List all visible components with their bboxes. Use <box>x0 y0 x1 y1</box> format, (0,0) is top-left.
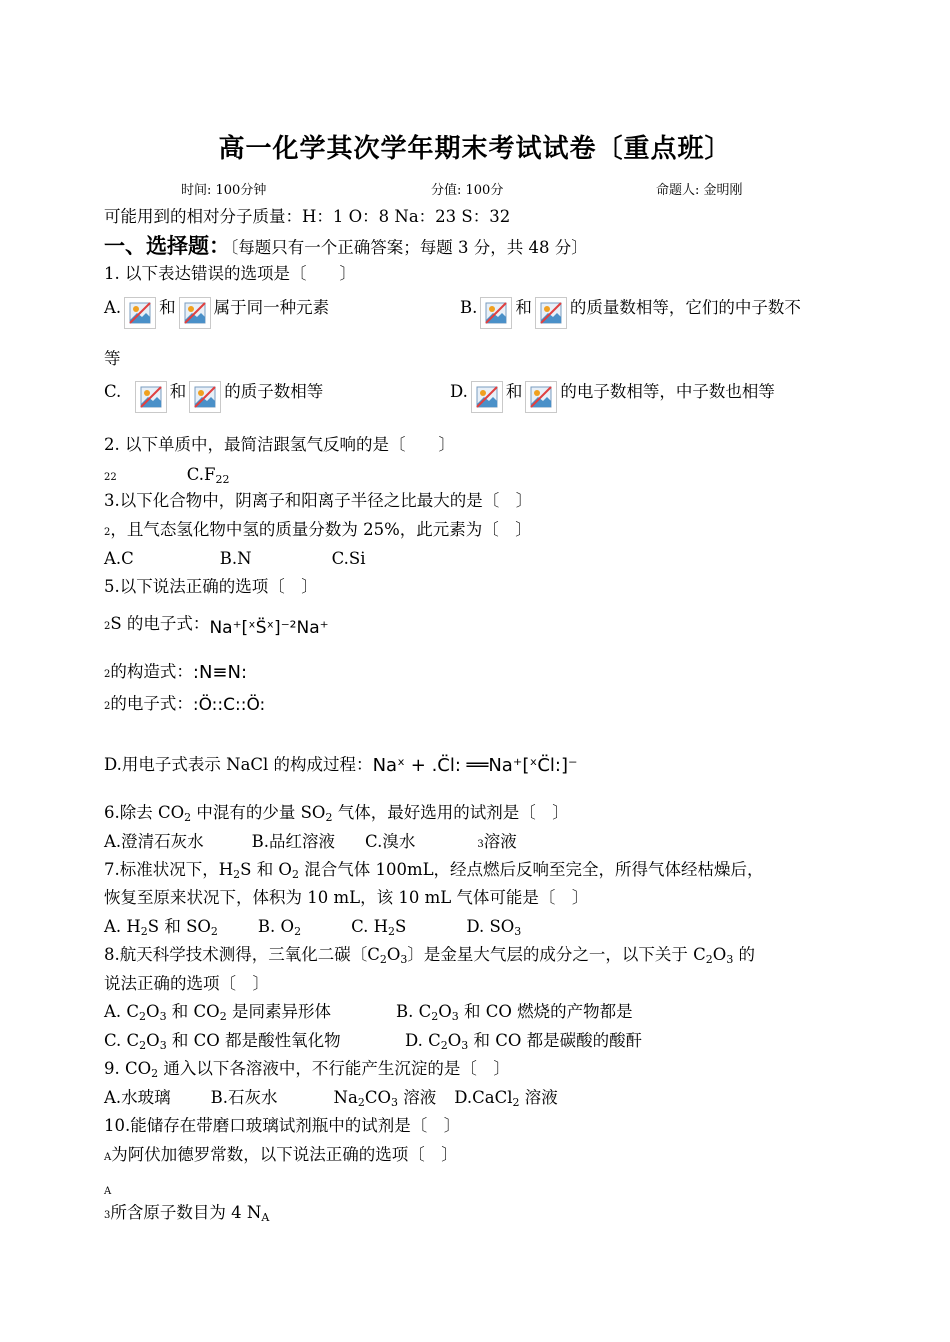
q1-option-d <box>450 381 775 413</box>
q5-option-d <box>104 743 578 776</box>
q11-b-sub: 3 <box>104 1210 111 1221</box>
q7-a2: S 和 SO <box>147 917 211 936</box>
q9-c3: 溶液 <box>397 1088 437 1107</box>
q8-line2: 说法正确的选项〔 〕 <box>104 974 269 993</box>
q8-sub: 2 <box>705 953 713 966</box>
q11-sub: A <box>104 1152 112 1163</box>
q1-a-text: 属于同一种元素 <box>213 298 330 317</box>
q5-b-sub: 2 <box>104 669 111 680</box>
q6-stem-a: 6.除去 CO <box>104 803 185 822</box>
q5-option-b <box>104 658 247 685</box>
q9-sub: 2 <box>151 1067 159 1080</box>
q1-d-and: 和 <box>505 382 523 401</box>
q6-option-c: C.溴水 <box>365 832 416 851</box>
q9-d2: 溶液 <box>519 1088 558 1107</box>
q6-options <box>104 832 517 855</box>
nacl-formation-formula: Naˣ + .C̈l: ══Na⁺[ˣC̈l:]⁻ <box>372 754 578 776</box>
q7-l1a: 7.标准状况下，H <box>104 860 234 879</box>
q11-option-b <box>104 1203 269 1226</box>
q6-stem-b: 中混有的少量 SO <box>191 803 326 822</box>
q1-b-continued: 等 <box>104 349 121 368</box>
q7-l1b: S 和 O <box>240 860 292 879</box>
q9-d1: D.CaCl <box>454 1088 513 1107</box>
q1-a-and: 和 <box>159 298 176 317</box>
section-note: 〔每题只有一个正确答案；每题 3 分，共 48 分〕 <box>230 238 588 257</box>
q1-d-label: D. <box>450 382 468 401</box>
q7-sub: 2 <box>210 925 218 938</box>
q4-text: ，且气态氢化物中氢的质量分数为 25%，此元素为〔 〕 <box>110 520 532 539</box>
q9-options <box>104 1088 558 1108</box>
n2-structure-formula: :N≡N: <box>192 661 248 683</box>
q1-b-label: B. <box>460 298 478 317</box>
section-heading-row <box>104 236 588 258</box>
q5-a-text: S 的电子式： <box>110 614 210 633</box>
q11-b-text: 所含原子数目为 4 N <box>110 1203 262 1222</box>
q1-a-label: A. <box>104 298 122 317</box>
broken-image-icon <box>480 297 512 329</box>
q8-b3: 和 CO 燃烧的产物都是 <box>458 1002 633 1021</box>
q8-line1 <box>104 945 755 965</box>
q7-l1c: 混合气体 100mL，经点燃后反响至完全，所得气体经枯燥后， <box>298 860 764 879</box>
exam-score: 分值: 100分 <box>431 183 504 198</box>
q1-option-c <box>104 381 323 413</box>
q7-a1: A. H <box>104 917 141 936</box>
section-heading: 一、选择题： <box>104 234 230 258</box>
q9-stem-a: 9. CO <box>104 1059 152 1078</box>
q5-c-text: 的电子式： <box>110 694 193 713</box>
q7-sub: 2 <box>233 868 241 881</box>
q9-option-b: B.石灰水 <box>210 1088 278 1107</box>
q5-a-sub: 2 <box>104 621 111 632</box>
q8-sub: 2 <box>440 1039 448 1052</box>
q7-line1 <box>104 860 764 880</box>
q4-sub: 2 <box>104 527 111 538</box>
broken-image-icon <box>179 297 211 329</box>
q5-c-sub: 2 <box>104 701 111 712</box>
q8-sub: 2 <box>139 1039 147 1052</box>
q5-b-text: 的构造式： <box>110 662 193 681</box>
q5-option-a <box>104 606 329 638</box>
q7-sub: 2 <box>294 925 302 938</box>
q6-option-a: A.澄清石灰水 <box>104 832 204 851</box>
q8-sub: 3 <box>400 953 408 966</box>
q10-stem: 10.能储存在带磨口玻璃试剂瓶中的试剂是〔 〕 <box>104 1116 461 1135</box>
q1-b-and: 和 <box>515 298 532 317</box>
q8-l1d: O <box>712 945 727 964</box>
q1-option-b <box>460 297 801 329</box>
q8-d2: O <box>447 1031 462 1050</box>
q1-c-label: C. <box>104 382 122 401</box>
q5-d-text: D.用电子式表示 NaCl 的构成过程： <box>104 755 373 774</box>
q8-l1c: 〕是金星大气层的成分之一，以下关于 C <box>407 945 706 964</box>
q11-stem <box>104 1145 458 1168</box>
q8-c1: C. C <box>104 1031 140 1050</box>
q4-stem <box>104 520 532 543</box>
q8-a1: A. C <box>104 1002 140 1021</box>
q6-sub: 2 <box>184 811 192 824</box>
q8-sub: 2 <box>219 1010 227 1023</box>
q9-stem-b: 通入以下各溶液中，不行能产生沉淀的是〔 〕 <box>158 1059 510 1078</box>
q7-c1: C. H <box>351 917 388 936</box>
q7-sub: 2 <box>388 925 395 938</box>
q8-sub: 3 <box>159 1010 167 1023</box>
q9-c2: CO <box>364 1088 391 1107</box>
q8-sub: 2 <box>139 1010 147 1023</box>
q6-option-b: B.品红溶液 <box>251 832 336 851</box>
q11-option-a: A <box>104 1186 112 1197</box>
q8-c3: 和 CO 都是酸性氧化物 <box>166 1031 341 1050</box>
broken-image-icon <box>135 381 167 413</box>
q7-sub: 2 <box>140 925 148 938</box>
q8-c2: O <box>146 1031 160 1050</box>
q9-stem <box>104 1059 510 1079</box>
page-title: 高一化学其次学年期末考试试卷〔重点班〕 <box>218 134 732 164</box>
q9-sub: 3 <box>390 1096 398 1109</box>
q5-option-c <box>104 690 265 717</box>
q2-options <box>104 465 229 488</box>
q2-sub: 22 <box>104 472 117 483</box>
q8-a4: 是同素异形体 <box>226 1002 331 1021</box>
q8-option-a <box>104 1002 331 1022</box>
q9-sub: 2 <box>357 1096 365 1109</box>
q7-b: B. O <box>257 917 295 936</box>
q8-option-b <box>396 1002 633 1022</box>
q9-option-a: A.水玻璃 <box>104 1088 171 1107</box>
q4-options <box>104 549 365 569</box>
q8-l1e: 的 <box>733 945 756 964</box>
q8-l1a: 8.航天科学技术测得，三氧化二碳〔C <box>104 945 380 964</box>
q9-sub: 2 <box>512 1096 520 1109</box>
q5-stem: 5.以下说法正确的选项〔 〕 <box>104 577 318 596</box>
q8-sub: 2 <box>431 1010 439 1023</box>
q6-option-d: 溶液 <box>483 832 517 851</box>
q6-option-d-sub: 3 <box>477 839 484 850</box>
q11-b-sub2: A <box>261 1211 270 1224</box>
q4-option-c: C.Si <box>331 549 366 568</box>
q2-stem: 2. 以下单质中，最简洁跟氢气反响的是〔 〕 <box>104 435 455 454</box>
q6-stem <box>104 803 569 823</box>
q11-text: 为阿伏加德罗常数，以下说法正确的选项〔 〕 <box>111 1145 458 1164</box>
broken-image-icon <box>525 381 557 413</box>
q9-c1: Na <box>333 1088 358 1107</box>
broken-image-icon <box>189 381 221 413</box>
q8-a3: 和 CO <box>166 1002 220 1021</box>
relative-masses: 可能用到的相对分子质量：H：1 O：8 Na：23 S：32 <box>104 207 511 226</box>
q1-c-text: 的质子数相等 <box>224 382 324 401</box>
broken-image-icon <box>124 297 156 329</box>
q8-option-c <box>104 1031 341 1051</box>
q8-l1b: O <box>386 945 401 964</box>
q1-option-a <box>104 297 329 329</box>
broken-image-icon <box>471 381 503 413</box>
q8-sub: 3 <box>461 1039 469 1052</box>
q7-line2: 恢复至原来状况下，体积为 10 mL，该 10 mL 气体可能是〔 〕 <box>104 888 589 907</box>
q8-sub: 3 <box>451 1010 459 1023</box>
q8-b2: O <box>438 1002 452 1021</box>
q4-option-b: B.N <box>219 549 252 568</box>
q2-option-c-sub: 22 <box>215 473 230 486</box>
q1-c-and: 和 <box>169 382 187 401</box>
q8-d1: D. C <box>405 1031 441 1050</box>
co2-electron-formula: :Ö::C::Ö: <box>192 694 266 715</box>
na2s-electron-formula: Na⁺[ˣS̈ˣ]⁻²Na⁺ <box>209 618 329 638</box>
q6-sub: 2 <box>325 811 333 824</box>
q1-stem: 1. 以下表达错误的选项是〔 〕 <box>104 264 356 283</box>
q2-option-c: C.F <box>186 465 216 484</box>
q3-stem: 3.以下化合物中，阴离子和阳离子半径之比最大的是〔 〕 <box>104 491 533 510</box>
exam-time: 时间: 100分钟 <box>181 183 267 198</box>
exam-author: 命题人: 金明刚 <box>656 183 743 198</box>
q8-sub: 2 <box>379 953 387 966</box>
q8-d3: 和 CO 都是碳酸的酸酐 <box>468 1031 643 1050</box>
q8-option-d <box>405 1031 642 1051</box>
q1-b-text: 的质量数相等，它们的中子数不 <box>569 298 801 317</box>
q8-sub: 3 <box>159 1039 167 1052</box>
q7-c2: S <box>395 917 407 936</box>
q4-option-a: A.C <box>104 549 134 568</box>
q7-d: D. SO <box>466 917 515 936</box>
q7-sub: 3 <box>514 925 522 938</box>
q1-d-text: 的电子数相等，中子数也相等 <box>560 382 775 401</box>
q7-options <box>104 917 521 937</box>
broken-image-icon <box>535 297 567 329</box>
q8-sub: 3 <box>726 953 734 966</box>
q7-sub: 2 <box>291 868 299 881</box>
q8-b1: B. C <box>396 1002 432 1021</box>
q8-a2: O <box>146 1002 160 1021</box>
q6-stem-c: 气体，最好选用的试剂是〔 〕 <box>332 803 569 822</box>
